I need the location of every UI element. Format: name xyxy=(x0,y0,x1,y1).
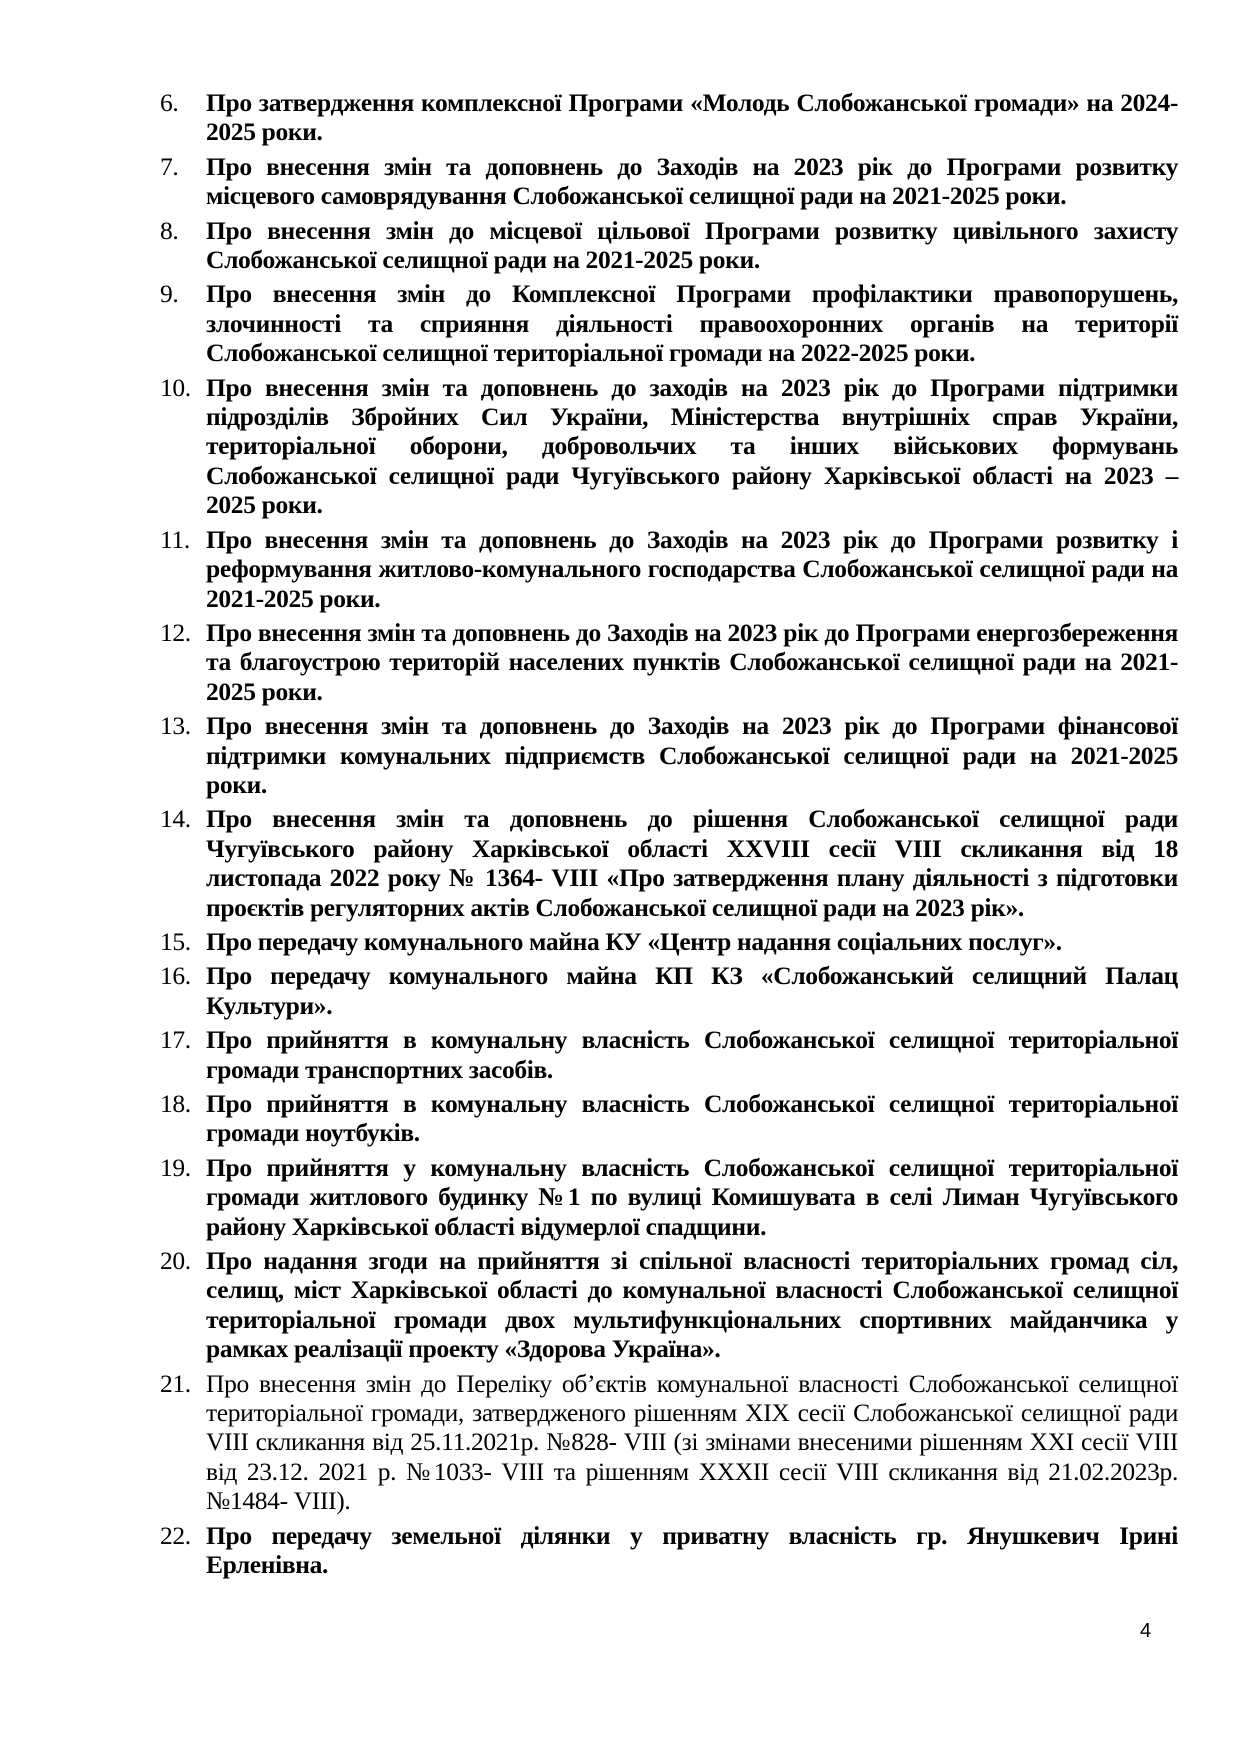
agenda-item-text: Про внесення змін до Переліку об’єктів комунальної власності Слобожанської селищної територіальної громади, затвердженого рішенням XIX сесії Слобожанської селищної ради VIII скликання від 25.11.2021р. №828- VIII (зі змінами внесеними рішенням XXI сесії VIII від 23.12. 2021 р. №1033- VIII та рішенням XXXII сесії VIII скликання від 21.02.2023р. №1484- VIII). xyxy=(206,1368,1178,1516)
agenda-item-number: 18. xyxy=(160,1089,191,1118)
agenda-item-number: 21. xyxy=(160,1368,191,1398)
agenda-list xyxy=(160,88,1178,1585)
agenda-item-number: 20. xyxy=(160,1246,191,1276)
agenda-item-number: 15. xyxy=(160,926,191,956)
agenda-item-number: 14. xyxy=(160,804,191,834)
agenda-item-number: 13. xyxy=(160,711,191,741)
agenda-item xyxy=(160,279,1178,367)
agenda-item-text: Про внесення змін та доповнень до рішення Слобожанської селищної ради Чугуївського району Харківської області XXVIII сесії VIII скликання від 18 листопада 2022 року № 1364- VIII «Про затвердження плану діяльності з підготовки проєктів регуляторних актів Слобожанської селищної ради на 2023 рік». xyxy=(206,804,1178,922)
agenda-item-text: Про прийняття в комунальну власність Слобожанської селищної територіальної громади транспортних засобів. xyxy=(206,1025,1178,1084)
agenda-item-number: 8. xyxy=(160,215,179,245)
agenda-item-number: 11. xyxy=(160,524,190,554)
agenda-item-text: Про внесення змін та доповнень до заходів на 2023 рік до Програми підтримки підрозділів Збройних Сил України, Міністерства внутрішніх справ України, територіальної оборони, добровольчих та інших військових формувань Слобожанської селищної ради Чугуївського району Харківської області на 2023 – 2025 роки. xyxy=(206,372,1178,520)
agenda-item xyxy=(160,927,1178,956)
agenda-item xyxy=(160,216,1178,275)
agenda-item-number: 12. xyxy=(160,617,191,647)
agenda-item-text: Про затвердження комплексної Програми «Молодь Слобожанської громади» на 2024-2025 роки. xyxy=(206,88,1178,147)
agenda-item-text: Про внесення змін та доповнень до Заходів на 2023 рік до Програми фінансової підтримки комунальних підприємств Слобожанської селищної ради на 2021-2025 роки. xyxy=(206,711,1178,799)
agenda-item xyxy=(160,1246,1178,1364)
agenda-item xyxy=(160,1369,1178,1516)
agenda-item-text: Про надання згоди на прийняття зі спільної власності територіальних громад сіл, селищ, міст Харківської області до комунальної власності Слобожанської селищної територіальної громади двох мультифункціональних спортивних майданчика у рамках реалізації проекту «Здорова Україна». xyxy=(206,1246,1178,1364)
agenda-item xyxy=(160,1521,1178,1580)
agenda-item-number: 17. xyxy=(160,1025,191,1055)
agenda-item-text: Про передачу комунального майна КУ «Центр надання соціальних послуг». xyxy=(206,926,1062,956)
agenda-item-text: Про внесення змін та доповнень до Заходів на 2023 рік до Програми розвитку і реформування житлово-комунального господарства Слобожанської селищної ради на 2021-2025 роки. xyxy=(206,524,1178,613)
agenda-item-number: 7. xyxy=(160,151,179,181)
agenda-item xyxy=(160,88,1178,147)
agenda-item xyxy=(160,804,1178,922)
agenda-item-number: 16. xyxy=(160,961,191,991)
agenda-item-number: 19. xyxy=(160,1152,191,1182)
agenda-item-text: Про внесення змін до місцевої цільової Програми розвитку цивільного захисту Слобожанської селищної ради на 2021-2025 роки. xyxy=(206,215,1178,275)
agenda-item-number: 9. xyxy=(160,279,179,309)
page-number: 4 xyxy=(1140,1620,1152,1642)
agenda-item xyxy=(160,1025,1178,1084)
agenda-item-text: Про внесення змін та доповнень до Заходів на 2023 рік до Програми розвитку місцевого самоврядування Слобожанської селищної ради на 2021-2025 роки. xyxy=(206,151,1178,211)
agenda-item xyxy=(160,373,1178,520)
agenda-item xyxy=(160,152,1178,211)
agenda-item-text: Про прийняття в комунальну власність Слобожанської селищної територіальної громади ноутбуків. xyxy=(206,1089,1178,1148)
agenda-item-number: 6. xyxy=(160,88,179,117)
agenda-item-text: Про передачу комунального майна КП КЗ «Слобожанський селищний Палац Культури». xyxy=(206,961,1178,1020)
agenda-item xyxy=(160,711,1178,799)
agenda-item-number: 10. xyxy=(160,372,191,402)
agenda-item xyxy=(160,961,1178,1020)
agenda-item xyxy=(160,1153,1178,1241)
agenda-item xyxy=(160,1089,1178,1148)
agenda-item-number: 22. xyxy=(160,1520,191,1550)
agenda-item-text: Про внесення змін та доповнень до Заходів на 2023 рік до Програми енергозбереження та благоустрою територій населених пунктів Слобожанської селищної ради на 2021-2025 роки. xyxy=(206,617,1178,706)
agenda-item xyxy=(160,618,1178,706)
agenda-item-text: Про внесення змін до Комплексної Програми профілактики правопорушень, злочинності та сприяння діяльності правоохоронних органів на території Слобожанської селищної територіальної громади на 2022-2025 роки. xyxy=(206,279,1178,368)
agenda-item xyxy=(160,525,1178,613)
agenda-item-text: Про передачу земельної ділянки у приватну власність гр. Янушкевич Ірині Ерленівна. xyxy=(206,1520,1178,1580)
agenda-item-text: Про прийняття у комунальну власність Слобожанської селищної територіальної громади житлового будинку №1 по вулиці Комишувата в селі Лиман Чугуївського району Харківської області відумерлої спадщини. xyxy=(206,1152,1178,1241)
